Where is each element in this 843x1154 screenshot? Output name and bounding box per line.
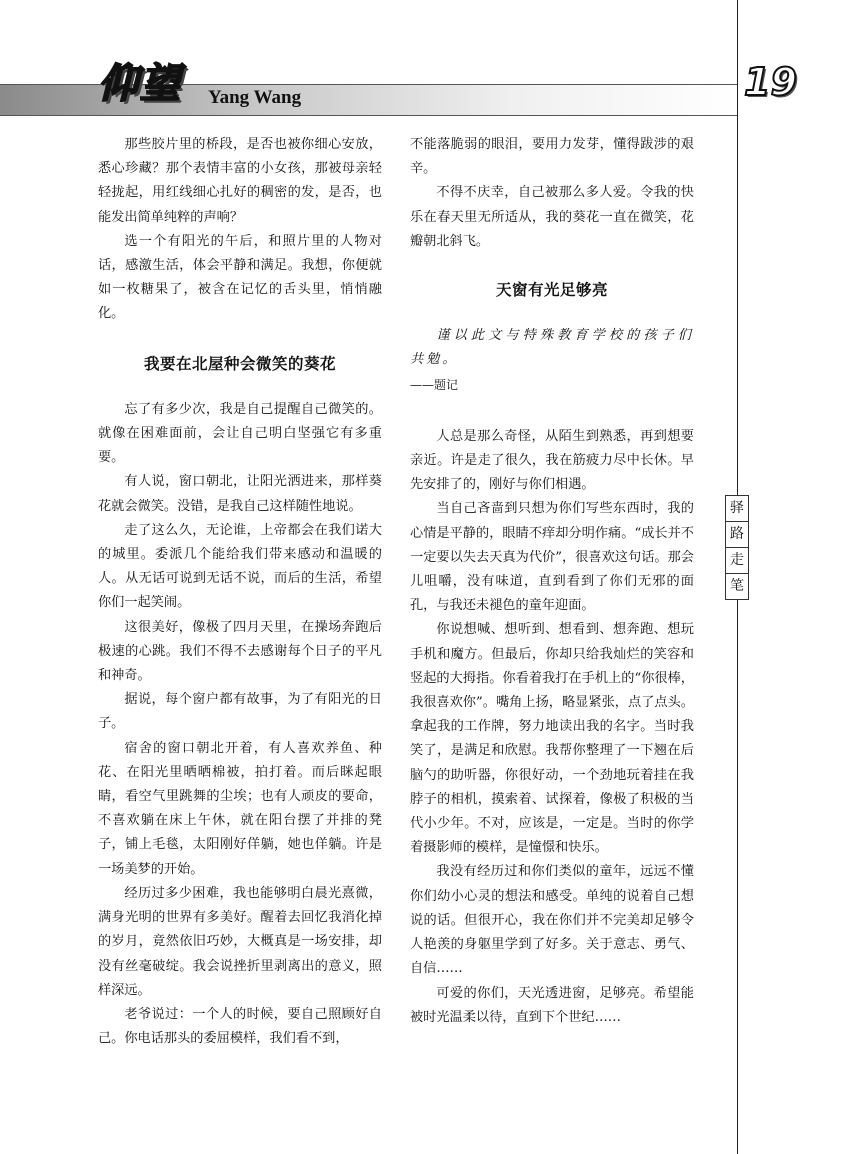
body-paragraph: 当自己吝啬到只想为你们写些东西时，我的心情是平静的，眼睛不痒却分明作痛。“成长并不一定要以失去天真为代价”，很喜欢这句话。那会儿咀嚼，没有味道，直到看到了你们无邪的面孔，与我还未褪色的童年迎面。 [410,501,694,614]
magazine-subtitle: Yang Wang [208,87,302,108]
dedication: 谨以此文与特殊教育学校的孩子们共勉。 [410,328,694,368]
body-paragraph: 选一个有阳光的午后，和照片里的人物对话，感激生活，体会平静和满足。我想，你便就如一枚糖果了，被含在记忆的舌头里，悄悄融化。 [98,233,382,322]
body-paragraph: 我没有经历过和你们类似的童年，远远不懂你们幼小心灵的想法和感受。单纯的说着自己想说的话。但很开心，我在你们并不完美却足够令人艳羡的身躯里学到了好多。关于意志、勇气、自信…… [410,864,694,977]
page-number: 19 [744,60,797,104]
section-tab-char: 路 [726,522,748,548]
right-column [410,133,694,1030]
body-paragraph: 可爱的你们，天光透进窗，足够亮。希望能被时光温柔以待，直到下个世纪…… [410,985,694,1025]
section-tab [725,495,749,600]
article-title: 天窗有光足够亮 [495,281,608,300]
body-paragraph: 不能落脆弱的眼泪，要用力发芽，懂得跋涉的艰辛。 [410,137,694,177]
body-paragraph: 人总是那么奇怪，从陌生到熟悉，再到想要亲近。许是走了很久，我在筋疲力尽中长休。早先安排了的，刚好与你们相遇。 [410,428,694,493]
magazine-logo: 仰望 [98,61,182,107]
section-tab-char: 驿 [726,496,748,522]
body-paragraph: 忘了有多少次，我是自己提醒自己微笑的。就像在困难面前，会让自己明白坚强它有多重要。 [98,401,382,466]
article-title: 我要在北屋种会微笑的葵花 [143,354,336,373]
left-column [98,133,382,1051]
body-paragraph: 不得不庆幸，自己被那么多人爱。令我的快乐在春天里无所适从，我的葵花一直在微笑，花瓣朝北斜飞。 [410,185,694,249]
body-paragraph: 据说，每个窗户都有故事，为了有阳光的日子。 [98,692,382,732]
dedication-signature: ——题记 [410,377,459,392]
body-paragraph: 走了这么久，无论谁，上帝都会在我们诺大的城里。委派几个能给我们带来感动和温暖的人。从无话可说到无话不说，而后的生活，希望你们一起笑闹。 [98,522,382,611]
body-paragraph: 有人说，窗口朝北，让阳光洒进来，那样葵花就会微笑。没错，是我自己这样随性地说。 [98,474,382,514]
body-paragraph: 老爷说过：一个人的时候，要自己照顾好自己。你电话那头的委屈模样，我们看不到， [98,1006,382,1047]
body-paragraph: 那些胶片里的桥段，是否也被你细心安放，悉心珍藏？那个表情丰富的小女孩，那被母亲轻轻拢起，用红线细心扎好的稠密的发，是否，也能发出简单纯粹的声响？ [98,137,382,225]
body-paragraph: 宿舍的窗口朝北开着，有人喜欢养鱼、种花、在阳光里晒晒棉被，拍打着。而后眯起眼睛，看空气里跳舞的尘埃；也有人顽皮的要命，不喜欢躺在床上午休，就在阳台摆了并排的凳子，铺上毛毯，太阳刚好佯躺，她也佯躺。许是一场美梦的开始。 [98,740,382,877]
section-tab-char: 走 [726,548,748,574]
body-paragraph: 你说想喊、想听到、想看到、想奔跑、想玩手机和魔方。但最后，你却只给我灿烂的笑容和竖起的大拇指。你看着我打在手机上的“你很棒，我很喜欢你”。嘴角上扬，略显紧张，点了点头。拿起我的工作牌，努力地读出我的名字。当时我笑了，是满足和欣慰。我帮你整理了一下翘在后脑勺的助听器，你很好动，一个劲地玩着挂在我脖子的相机，摸索着、试探着，像极了积极的当代小少年。不对，应该是，一定是。当时的你学着摄影师的模样，是憧憬和快乐。 [410,622,694,856]
section-tab-char: 笔 [730,578,744,594]
body-paragraph: 这很美好，像极了四月天里，在操场奔跑后极速的心跳。我们不得不去感谢每个日子的平凡和神奇。 [98,619,382,684]
body-paragraph: 经历过多少困难，我也能够明白晨光熹微，满身光明的世界有多美好。醒着去回忆我消化掉的岁月，竟然依旧巧妙，大概真是一场安排，却没有丝毫破绽。我会说挫折里剥离出的意义，照样深远。 [98,885,382,998]
